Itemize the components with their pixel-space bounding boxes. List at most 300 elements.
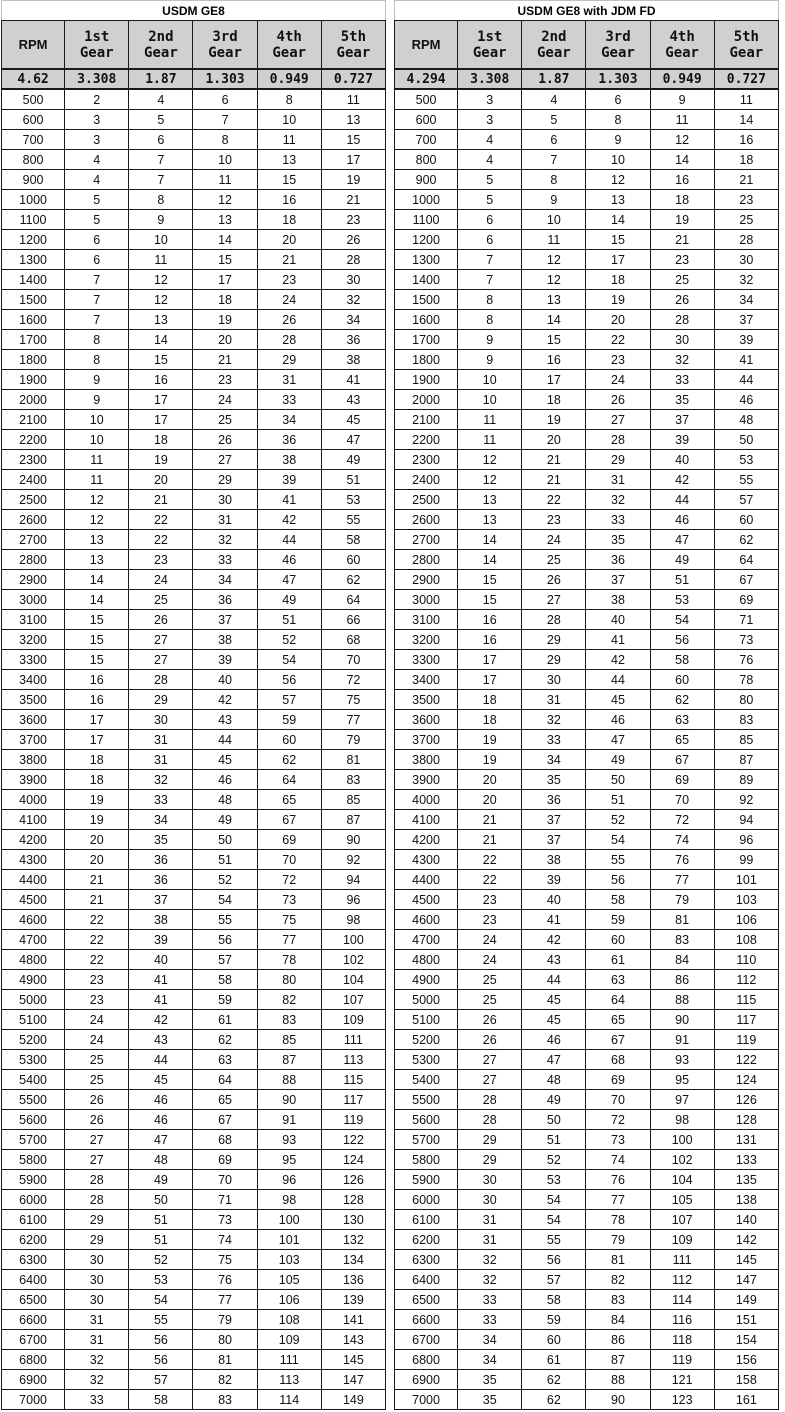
gear-4-speed-cell: 72: [650, 810, 714, 830]
gear-3-speed-cell: 80: [193, 1330, 257, 1350]
table-row: [2, 190, 386, 210]
rpm-cell: 1600: [2, 310, 65, 330]
gear-3-speed-cell: 7: [193, 110, 257, 130]
rpm-cell: 6400: [2, 1270, 65, 1290]
rpm-cell: 4500: [395, 890, 458, 910]
gear-2-speed-cell: 5: [129, 110, 193, 130]
gear-3-speed-cell: 34: [193, 570, 257, 590]
gear-2-speed-cell: 4: [129, 89, 193, 110]
gear-2-speed-cell: 15: [522, 330, 586, 350]
gear-3-speed-cell: 79: [193, 1310, 257, 1330]
gear-3-speed-cell: 6: [193, 89, 257, 110]
table-row: [2, 1190, 386, 1210]
table-row: [2, 1170, 386, 1190]
rpm-cell: 3600: [395, 710, 458, 730]
table-row: [2, 970, 386, 990]
gear-3-speed-cell: 79: [586, 1230, 650, 1250]
gear-3-speed-cell: 82: [586, 1270, 650, 1290]
rpm-cell: 500: [2, 89, 65, 110]
table-row: [2, 170, 386, 190]
gear-5-speed-cell: 133: [714, 1150, 778, 1170]
gear-4-speed-cell: 38: [257, 450, 321, 470]
rpm-cell: 2700: [2, 530, 65, 550]
gear-2-speed-cell: 62: [522, 1370, 586, 1390]
gear-1-speed-cell: 28: [65, 1190, 129, 1210]
gear-5-speed-cell: 14: [714, 110, 778, 130]
gear-3-speed-cell: 71: [193, 1190, 257, 1210]
table-row: [395, 450, 779, 470]
gear-2-speed-cell: 49: [522, 1090, 586, 1110]
gear-4-speed-cell: 85: [257, 1030, 321, 1050]
gear-4-speed-cell: 44: [257, 530, 321, 550]
gear-2-speed-cell: 50: [522, 1110, 586, 1130]
gear-1-speed-cell: 26: [65, 1090, 129, 1110]
rpm-cell: 1100: [395, 210, 458, 230]
gear-2-speed-cell: 60: [522, 1330, 586, 1350]
rpm-cell: 4100: [2, 810, 65, 830]
gear-1-speed-cell: 35: [458, 1390, 522, 1410]
gear-4-speed-cell: 106: [257, 1290, 321, 1310]
gear-1-speed-cell: 29: [65, 1230, 129, 1250]
gear-4-speed-cell: 95: [257, 1150, 321, 1170]
gear-1-speed-cell: 34: [458, 1350, 522, 1370]
gear-5-speed-cell: 87: [321, 810, 385, 830]
gear-4-speed-cell: 20: [257, 230, 321, 250]
gear-2-speed-cell: 26: [129, 610, 193, 630]
gear-3-speed-cell: 37: [193, 610, 257, 630]
gear-3-speed-cell: 50: [586, 770, 650, 790]
gear-5-speed-cell: 124: [714, 1070, 778, 1090]
table-row: [395, 1010, 779, 1030]
gear-2-speed-cell: 34: [522, 750, 586, 770]
gear-3-speed-cell: 76: [193, 1270, 257, 1290]
table-row: [2, 530, 386, 550]
rpm-cell: 6400: [395, 1270, 458, 1290]
rpm-cell: 5300: [2, 1050, 65, 1070]
rpm-cell: 500: [395, 89, 458, 110]
rpm-cell: 4500: [2, 890, 65, 910]
gear-4-speed-cell: 96: [257, 1170, 321, 1190]
gear-3-speed-cell: 83: [193, 1390, 257, 1410]
gear-5-speed-cell: 28: [321, 250, 385, 270]
gear-2-speed-cell: 33: [522, 730, 586, 750]
table-row: [395, 250, 779, 270]
rpm-cell: 1800: [395, 350, 458, 370]
rpm-cell: 4700: [2, 930, 65, 950]
table-row: [395, 1390, 779, 1410]
table-row: [2, 1010, 386, 1030]
gear-1-speed-cell: 20: [458, 790, 522, 810]
table-row: [395, 430, 779, 450]
table-row: [2, 270, 386, 290]
gear-1-speed-cell: 6: [458, 210, 522, 230]
gear-2-speed-cell: 10: [522, 210, 586, 230]
table-row: [395, 1150, 779, 1170]
gear-1-speed-cell: 22: [458, 870, 522, 890]
gear-4-speed-cell: 16: [650, 170, 714, 190]
gear-4-speed-cell: 62: [650, 690, 714, 710]
gear-2-speed-cell: 20: [522, 430, 586, 450]
gear-4-speed-cell: 62: [257, 750, 321, 770]
gear-4-header: 4th Gear: [257, 21, 321, 70]
gear-4-speed-cell: 46: [257, 550, 321, 570]
gear-5-speed-cell: 85: [321, 790, 385, 810]
table-row: [2, 1330, 386, 1350]
gear-1-speed-cell: 20: [458, 770, 522, 790]
rpm-cell: 2300: [395, 450, 458, 470]
gear-3-speed-cell: 10: [586, 150, 650, 170]
gear-4-speed-cell: 59: [257, 710, 321, 730]
gear-4-speed-cell: 90: [257, 1090, 321, 1110]
gear-1-header: 1st Gear: [458, 21, 522, 70]
table-row: [395, 350, 779, 370]
gear-2-speed-cell: 31: [129, 730, 193, 750]
gear-4-speed-cell: 121: [650, 1370, 714, 1390]
gear-1-speed-cell: 29: [458, 1130, 522, 1150]
gear-5-speed-cell: 126: [714, 1090, 778, 1110]
gear-3-speed-cell: 51: [586, 790, 650, 810]
gear-1-speed-cell: 24: [65, 1030, 129, 1050]
table-row: [2, 890, 386, 910]
gear-1-speed-cell: 3: [458, 89, 522, 110]
gear-1-speed-cell: 30: [458, 1170, 522, 1190]
gear-1-speed-cell: 21: [458, 830, 522, 850]
gear-3-speed-cell: 13: [193, 210, 257, 230]
rpm-cell: 3700: [2, 730, 65, 750]
gear-1-speed-cell: 24: [458, 950, 522, 970]
gear-2-speed-cell: 27: [522, 590, 586, 610]
gear-4-speed-cell: 25: [650, 270, 714, 290]
gear-5-speed-cell: 135: [714, 1170, 778, 1190]
gear-2-speed-cell: 6: [522, 130, 586, 150]
gear-3-speed-cell: 17: [586, 250, 650, 270]
gear-5-speed-cell: 64: [321, 590, 385, 610]
rpm-cell: 6100: [395, 1210, 458, 1230]
gear-5-speed-cell: 87: [714, 750, 778, 770]
gear-4-speed-cell: 56: [257, 670, 321, 690]
rpm-cell: 4900: [395, 970, 458, 990]
gear-3-speed-cell: 8: [193, 130, 257, 150]
rpm-cell: 5800: [395, 1150, 458, 1170]
gear-4-speed-cell: 74: [650, 830, 714, 850]
gear-5-speed-cell: 90: [321, 830, 385, 850]
table-row: [2, 750, 386, 770]
table-row: [395, 230, 779, 250]
gear-4-speed-cell: 102: [650, 1150, 714, 1170]
rpm-cell: 2100: [395, 410, 458, 430]
gear-5-speed-cell: 161: [714, 1390, 778, 1410]
gear-1-speed-cell: 17: [65, 730, 129, 750]
gear-1-speed-cell: 7: [458, 250, 522, 270]
gear-1-speed-cell: 12: [65, 510, 129, 530]
gear-1-speed-cell: 10: [458, 390, 522, 410]
table-row: [395, 110, 779, 130]
gear-1-speed-cell: 32: [65, 1370, 129, 1390]
table-row: [2, 990, 386, 1010]
table-row: [395, 1170, 779, 1190]
rpm-cell: 2200: [2, 430, 65, 450]
gear-4-speed-cell: 91: [650, 1030, 714, 1050]
gear-2-speed-cell: 31: [522, 690, 586, 710]
rpm-cell: 5400: [2, 1070, 65, 1090]
gear-1-speed-cell: 14: [458, 550, 522, 570]
gear-3-speed-cell: 77: [586, 1190, 650, 1210]
gear-3-speed-cell: 72: [586, 1110, 650, 1130]
gear-5-speed-cell: 11: [321, 89, 385, 110]
gear-3-speed-cell: 55: [586, 850, 650, 870]
gear-4-speed-cell: 18: [650, 190, 714, 210]
gear-5-speed-cell: 55: [321, 510, 385, 530]
gear-3-speed-cell: 14: [193, 230, 257, 250]
gear-2-speed-cell: 23: [129, 550, 193, 570]
gear-4-speed-cell: 28: [650, 310, 714, 330]
gear-3-speed-cell: 18: [193, 290, 257, 310]
gear-3-speed-cell: 64: [193, 1070, 257, 1090]
gear-1-speed-cell: 30: [65, 1290, 129, 1310]
gear-1-speed-cell: 23: [458, 890, 522, 910]
rpm-cell: 4100: [395, 810, 458, 830]
gear-2-speed-cell: 20: [129, 470, 193, 490]
gear-3-speed-cell: 67: [193, 1110, 257, 1130]
gear-3-speed-cell: 28: [586, 430, 650, 450]
gear-4-speed-cell: 82: [257, 990, 321, 1010]
gear-2-speed-cell: 8: [522, 170, 586, 190]
gear-2-speed-cell: 15: [129, 350, 193, 370]
table-row: [2, 1350, 386, 1370]
gear-3-speed-cell: 55: [193, 910, 257, 930]
gear-2-speed-cell: 41: [129, 990, 193, 1010]
gear-1-speed-cell: 14: [65, 590, 129, 610]
gear-2-speed-cell: 37: [522, 830, 586, 850]
gear-2-speed-cell: 24: [522, 530, 586, 550]
gear-2-speed-cell: 37: [129, 890, 193, 910]
rpm-cell: 4800: [395, 950, 458, 970]
gear-3-speed-cell: 52: [193, 870, 257, 890]
gear-4-speed-cell: 105: [650, 1190, 714, 1210]
gear-3-speed-cell: 58: [193, 970, 257, 990]
table-row: [2, 130, 386, 150]
gear-5-speed-cell: 158: [714, 1370, 778, 1390]
table-row: [2, 1390, 386, 1410]
gear-5-speed-cell: 60: [714, 510, 778, 530]
gear-5-speed-cell: 136: [321, 1270, 385, 1290]
gear-4-speed-cell: 112: [650, 1270, 714, 1290]
gear-5-speed-cell: 78: [714, 670, 778, 690]
table-row: [2, 1070, 386, 1090]
gear-1-speed-cell: 32: [65, 1350, 129, 1370]
rpm-cell: 2500: [2, 490, 65, 510]
gear-3-speed-cell: 29: [193, 470, 257, 490]
gear-1-speed-cell: 22: [458, 850, 522, 870]
table-row: [2, 230, 386, 250]
gear-2-speed-cell: 62: [522, 1390, 586, 1410]
rpm-cell: 900: [395, 170, 458, 190]
gear-4-speed-cell: 67: [257, 810, 321, 830]
gear-1-speed-cell: 10: [458, 370, 522, 390]
table-row: [395, 150, 779, 170]
gear-2-speed-cell: 27: [129, 650, 193, 670]
gear-2-speed-cell: 59: [522, 1310, 586, 1330]
gear-5-speed-cell: 107: [321, 990, 385, 1010]
rpm-cell: 2100: [2, 410, 65, 430]
gear-1-speed-cell: 15: [458, 570, 522, 590]
rpm-cell: 6100: [2, 1210, 65, 1230]
gear-3-speed-cell: 78: [586, 1210, 650, 1230]
rpm-cell: 5600: [395, 1110, 458, 1130]
table-row: [395, 650, 779, 670]
gear-2-speed-cell: 46: [129, 1090, 193, 1110]
rpm-cell: 5600: [2, 1110, 65, 1130]
rpm-cell: 6000: [395, 1190, 458, 1210]
gear-1-speed-cell: 26: [65, 1110, 129, 1130]
gear-4-speed-cell: 24: [257, 290, 321, 310]
gear-1-speed-cell: 10: [65, 430, 129, 450]
gear-4-speed-cell: 119: [650, 1350, 714, 1370]
gear-1-speed-cell: 15: [65, 610, 129, 630]
gear-4-speed-cell: 79: [650, 890, 714, 910]
rpm-cell: 6500: [2, 1290, 65, 1310]
gear-2-speed-cell: 57: [522, 1270, 586, 1290]
rpm-cell: 5900: [2, 1170, 65, 1190]
rpm-cell: 6300: [395, 1250, 458, 1270]
table-row: [395, 390, 779, 410]
gear-3-speed-cell: 59: [586, 910, 650, 930]
table-row: [395, 330, 779, 350]
gear-5-speed-cell: 100: [321, 930, 385, 950]
gear-4-speed-cell: 67: [650, 750, 714, 770]
gear-5-speed-cell: 70: [321, 650, 385, 670]
gear-3-speed-cell: 56: [193, 930, 257, 950]
table-row: [395, 810, 779, 830]
gear-1-speed-cell: 10: [65, 410, 129, 430]
gear-4-speed-cell: 114: [650, 1290, 714, 1310]
table-row: [2, 1110, 386, 1130]
gear-3-speed-cell: 67: [586, 1030, 650, 1050]
gear-3-speed-cell: 59: [193, 990, 257, 1010]
gear-3-speed-cell: 13: [586, 190, 650, 210]
gear-5-speed-cell: 96: [321, 890, 385, 910]
gear-2-speed-cell: 24: [129, 570, 193, 590]
gear-4-speed-cell: 88: [257, 1070, 321, 1090]
gear-1-speed-cell: 18: [458, 690, 522, 710]
gear-5-speed-cell: 117: [321, 1090, 385, 1110]
gear-3-speed-cell: 64: [586, 990, 650, 1010]
table-row: [395, 1310, 779, 1330]
gear-5-speed-cell: 39: [714, 330, 778, 350]
rpm-cell: 800: [395, 150, 458, 170]
table-row: [2, 89, 386, 110]
gear-2-speed-cell: 27: [129, 630, 193, 650]
rpm-cell: 4200: [395, 830, 458, 850]
rpm-cell: 1900: [2, 370, 65, 390]
gear-3-speed-cell: 60: [586, 930, 650, 950]
rpm-cell: 5200: [395, 1030, 458, 1050]
gear-5-speed-cell: 28: [714, 230, 778, 250]
rpm-cell: 2900: [395, 570, 458, 590]
gear-5-speed-cell: 126: [321, 1170, 385, 1190]
gear-3-speed-cell: 36: [193, 590, 257, 610]
table-row: [2, 370, 386, 390]
gear-4-speed-cell: 32: [650, 350, 714, 370]
gear-1-speed-cell: 17: [458, 670, 522, 690]
gear-5-speed-cell: 75: [321, 690, 385, 710]
table-title: USDM GE8 with JDM FD: [395, 1, 779, 21]
gear-2-speed-cell: 11: [522, 230, 586, 250]
gear-4-speed-cell: 105: [257, 1270, 321, 1290]
gear-2-speed-cell: 29: [522, 650, 586, 670]
gear-2-speed-cell: 5: [522, 110, 586, 130]
gear-5-speed-cell: 115: [321, 1070, 385, 1090]
rpm-header: RPM: [2, 21, 65, 70]
gear-2-speed-cell: 50: [129, 1190, 193, 1210]
gear-1-speed-cell: 25: [458, 990, 522, 1010]
rpm-cell: 6900: [395, 1370, 458, 1390]
rpm-cell: 3400: [395, 670, 458, 690]
rpm-cell: 6900: [2, 1370, 65, 1390]
rpm-cell: 2500: [395, 490, 458, 510]
gear-1-speed-cell: 7: [65, 310, 129, 330]
gear-2-speed-cell: 35: [522, 770, 586, 790]
gear-2-speed-cell: 54: [129, 1290, 193, 1310]
gear-3-speed-cell: 68: [586, 1050, 650, 1070]
gear-3-speed-cell: 31: [193, 510, 257, 530]
gear-2-speed-cell: 19: [129, 450, 193, 470]
gear-1-speed-cell: 33: [65, 1390, 129, 1410]
gear-2-speed-cell: 16: [129, 370, 193, 390]
gear-5-speed-cell: 139: [321, 1290, 385, 1310]
table-row: [2, 810, 386, 830]
gear-3-speed-cell: 54: [193, 890, 257, 910]
gear-1-speed-cell: 20: [65, 850, 129, 870]
gear-1-speed-cell: 23: [65, 970, 129, 990]
gear-ratio-row: [2, 69, 386, 89]
rpm-cell: 1500: [2, 290, 65, 310]
gear-1-speed-cell: 2: [65, 89, 129, 110]
gear-2-speed-cell: 34: [129, 810, 193, 830]
gear-3-speed-cell: 69: [193, 1150, 257, 1170]
gear-5-speed-cell: 130: [321, 1210, 385, 1230]
gear-1-speed-cell: 14: [65, 570, 129, 590]
rpm-header: RPM: [395, 21, 458, 70]
gear-1-speed-cell: 25: [65, 1070, 129, 1090]
table-row: [2, 670, 386, 690]
gear-1-speed-cell: 13: [65, 530, 129, 550]
gear-2-speed-cell: 7: [129, 170, 193, 190]
gear-2-speed-cell: 38: [129, 910, 193, 930]
gear-2-speed-cell: 32: [129, 770, 193, 790]
table-row: [2, 110, 386, 130]
rpm-cell: 3200: [395, 630, 458, 650]
table-row: [395, 970, 779, 990]
rpm-cell: 6700: [2, 1330, 65, 1350]
gear-1-speed-cell: 33: [458, 1290, 522, 1310]
table-row: [395, 270, 779, 290]
gear-5-speed-cell: 32: [321, 290, 385, 310]
gear-1-header: 1st Gear: [65, 21, 129, 70]
gear-2-speed-cell: 58: [129, 1390, 193, 1410]
rpm-cell: 7000: [395, 1390, 458, 1410]
gear-3-speed-cell: 21: [193, 350, 257, 370]
gear-3-speed-cell: 19: [586, 290, 650, 310]
table-row: [395, 730, 779, 750]
gear-1-speed-cell: 12: [65, 490, 129, 510]
gear-4-speed-cell: 86: [650, 970, 714, 990]
rpm-cell: 3800: [2, 750, 65, 770]
gear-4-speed-cell: 123: [650, 1390, 714, 1410]
rpm-cell: 4300: [2, 850, 65, 870]
gear-5-speed-cell: 34: [714, 290, 778, 310]
gear-2-speed-cell: 21: [522, 450, 586, 470]
